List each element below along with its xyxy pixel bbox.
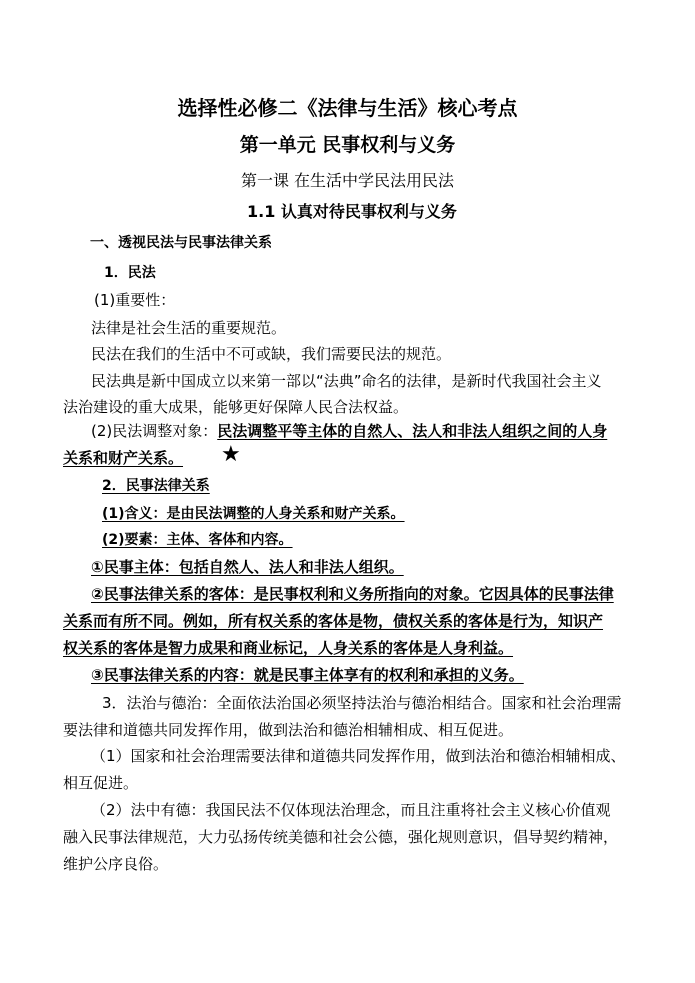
paragraph: 要法律和道德共同发挥作用，做到法治和德治相辅相成、相互促进。 [63, 721, 514, 739]
paragraph: 相互促进。 [63, 774, 139, 792]
paragraph: 法律是社会生活的重要规范。 [91, 319, 287, 337]
item-adjustment-object [91, 421, 607, 441]
subheading-civil-law: 1．民法 [104, 265, 156, 281]
section-heading: 1.1 认真对待民事权利与义务 [247, 202, 457, 221]
key-point: 关系和财产关系。 [63, 449, 184, 467]
lesson-heading: 第一课 在生活中学民法用民法 [240, 171, 455, 190]
paragraph: 民法在我们的生活中不可或缺，我们需要民法的规范。 [91, 345, 452, 363]
key-point: (1)含义：是由民法调整的人身关系和财产关系。 [102, 506, 405, 522]
part1-heading: 一、透视民法与民事法律关系 [90, 235, 272, 251]
key-point: ③民事法律关系的内容：就是民事主体享有的权利和承担的义务。 [91, 666, 524, 684]
key-point: 民法调整平等主体的自然人、法人和非法人组织之间的人身 [217, 422, 608, 440]
paragraph: 维护公序良俗。 [63, 855, 169, 873]
paragraph: 融入民事法律规范，大力弘扬传统美德和社会公德，强化规则意识，倡导契约精神， [63, 828, 619, 846]
star-icon: ★ [221, 442, 241, 467]
paragraph: 3．法治与德治：全面依法治国必须坚持法治与德治相结合。国家和社会治理需 [102, 694, 622, 712]
key-point: (2)要素：主体、客体和内容。 [102, 532, 293, 548]
paragraph: （1）国家和社会治理需要法律和道德共同发挥作用，做到法治和德治相辅相成、 [91, 747, 626, 765]
key-point: 权关系的客体是智力成果和商业标记，人身关系的客体是人身利益。 [63, 639, 514, 657]
unit-heading: 第一单元 民事权利与义务 [239, 134, 456, 156]
key-point: ①民事主体：包括自然人、法人和非法人组织。 [91, 558, 404, 576]
document-title: 选择性必修二《法律与生活》核心考点 [177, 96, 518, 120]
paragraph: 民法典是新中国成立以来第一部以“法典”命名的法律，是新时代我国社会主义 [91, 372, 602, 390]
item-importance: (1)重要性： [94, 291, 176, 309]
paragraph: 法治建设的重大成果，能够更好保障人民合法权益。 [63, 398, 409, 416]
item-label: (2)民法调整对象： [91, 422, 218, 440]
paragraph: （2）法中有德：我国民法不仅体现法治理念，而且注重将社会主义核心价值观 [91, 801, 611, 819]
key-point: ②民事法律关系的客体：是民事权利和义务所指向的对象。它因具体的民事法律 [91, 585, 614, 603]
subheading-civil-legal-relation: 2．民事法律关系 [102, 478, 210, 494]
key-point: 关系而有所不同。例如，所有权关系的客体是物，债权关系的客体是行为，知识产 [63, 612, 604, 630]
